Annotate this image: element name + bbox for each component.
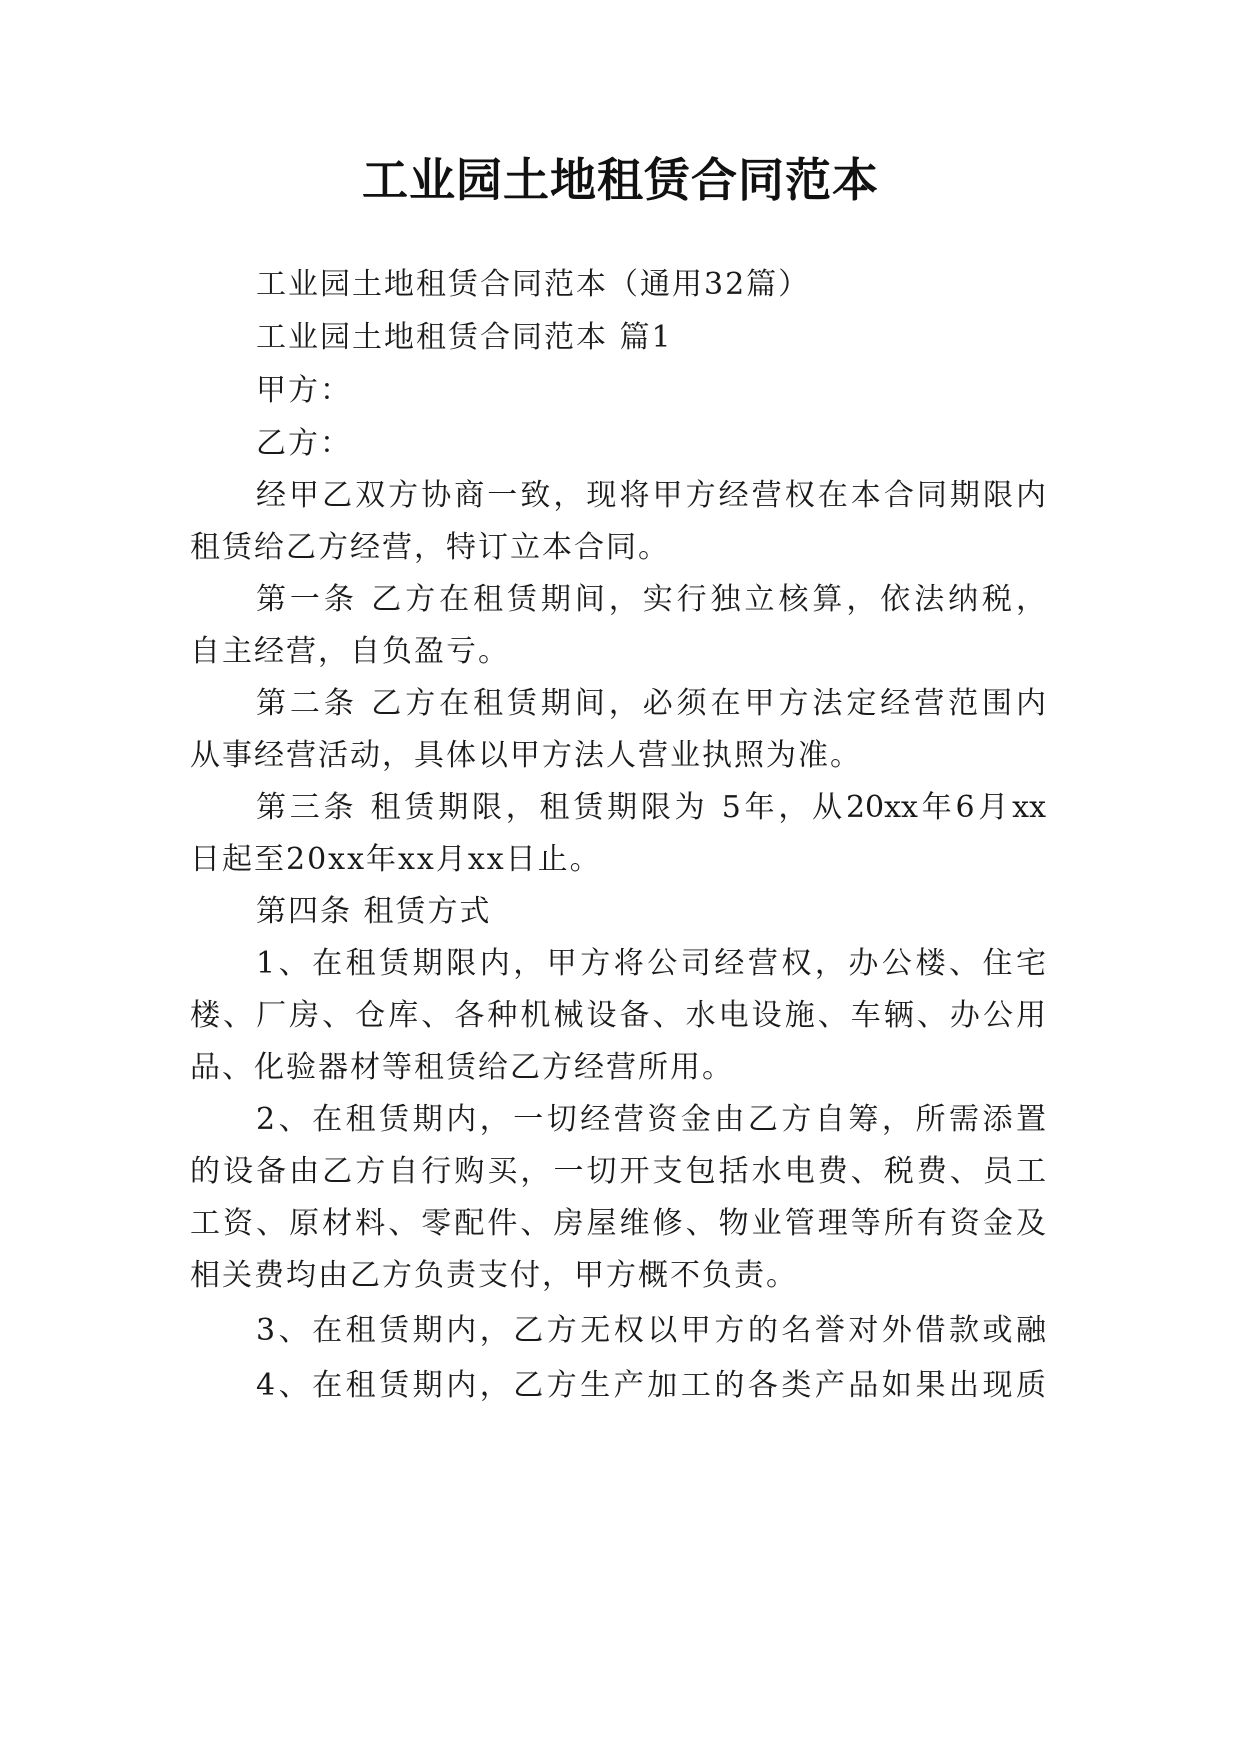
paragraph-line: 品、化验器材等租赁给乙方经营所用。 [190,1050,734,1085]
article-heading: 第四条 租赁方式 [256,894,492,929]
party-b-label: 乙方： [256,426,352,461]
paragraph-line: 3、在租赁期内，乙方无权以甲方的名誉对外借款或融 [256,1313,1046,1348]
paragraph-line: 2、在租赁期内，一切经营资金由乙方自筹，所需添置 [256,1102,1046,1137]
paragraph-line: 第一条 乙方在租赁期间，实行独立核算，依法纳税， [256,582,1046,617]
document-title: 工业园土地租赁合同范本 [362,153,879,207]
section-heading: 工业园土地租赁合同范本 篇1 [256,320,673,355]
paragraph-line: 1、在租赁期限内，甲方将公司经营权，办公楼、住宅 [256,946,1046,981]
paragraph-line: 日起至20xx年xx月xx日止。 [190,842,602,877]
paragraph-line: 的设备由乙方自行购买，一切开支包括水电费、税费、员工 [190,1154,1046,1189]
paragraph-line: 第二条 乙方在租赁期间，必须在甲方法定经营范围内 [256,686,1046,721]
paragraph-line: 租赁给乙方经营，特订立本合同。 [190,530,670,565]
paragraph-line: 工资、原材料、零配件、房屋维修、物业管理等所有资金及 [190,1206,1046,1241]
paragraph-line: 从事经营活动，具体以甲方法人营业执照为准。 [190,738,862,773]
collection-heading: 工业园土地租赁合同范本（通用32篇） [256,267,811,302]
paragraph-line: 自主经营，自负盈亏。 [190,634,510,669]
paragraph-line: 4、在租赁期内，乙方生产加工的各类产品如果出现质 [256,1368,1046,1403]
paragraph-line: 楼、厂房、仓库、各种机械设备、水电设施、车辆、办公用 [190,998,1046,1033]
paragraph-line: 相关费均由乙方负责支付，甲方概不负责。 [190,1258,798,1293]
paragraph-line: 经甲乙双方协商一致，现将甲方经营权在本合同期限内 [256,478,1046,513]
party-a-label: 甲方： [256,373,352,408]
paragraph-line: 第三条 租赁期限，租赁期限为 5年，从20xx年6月xx [256,790,1046,825]
